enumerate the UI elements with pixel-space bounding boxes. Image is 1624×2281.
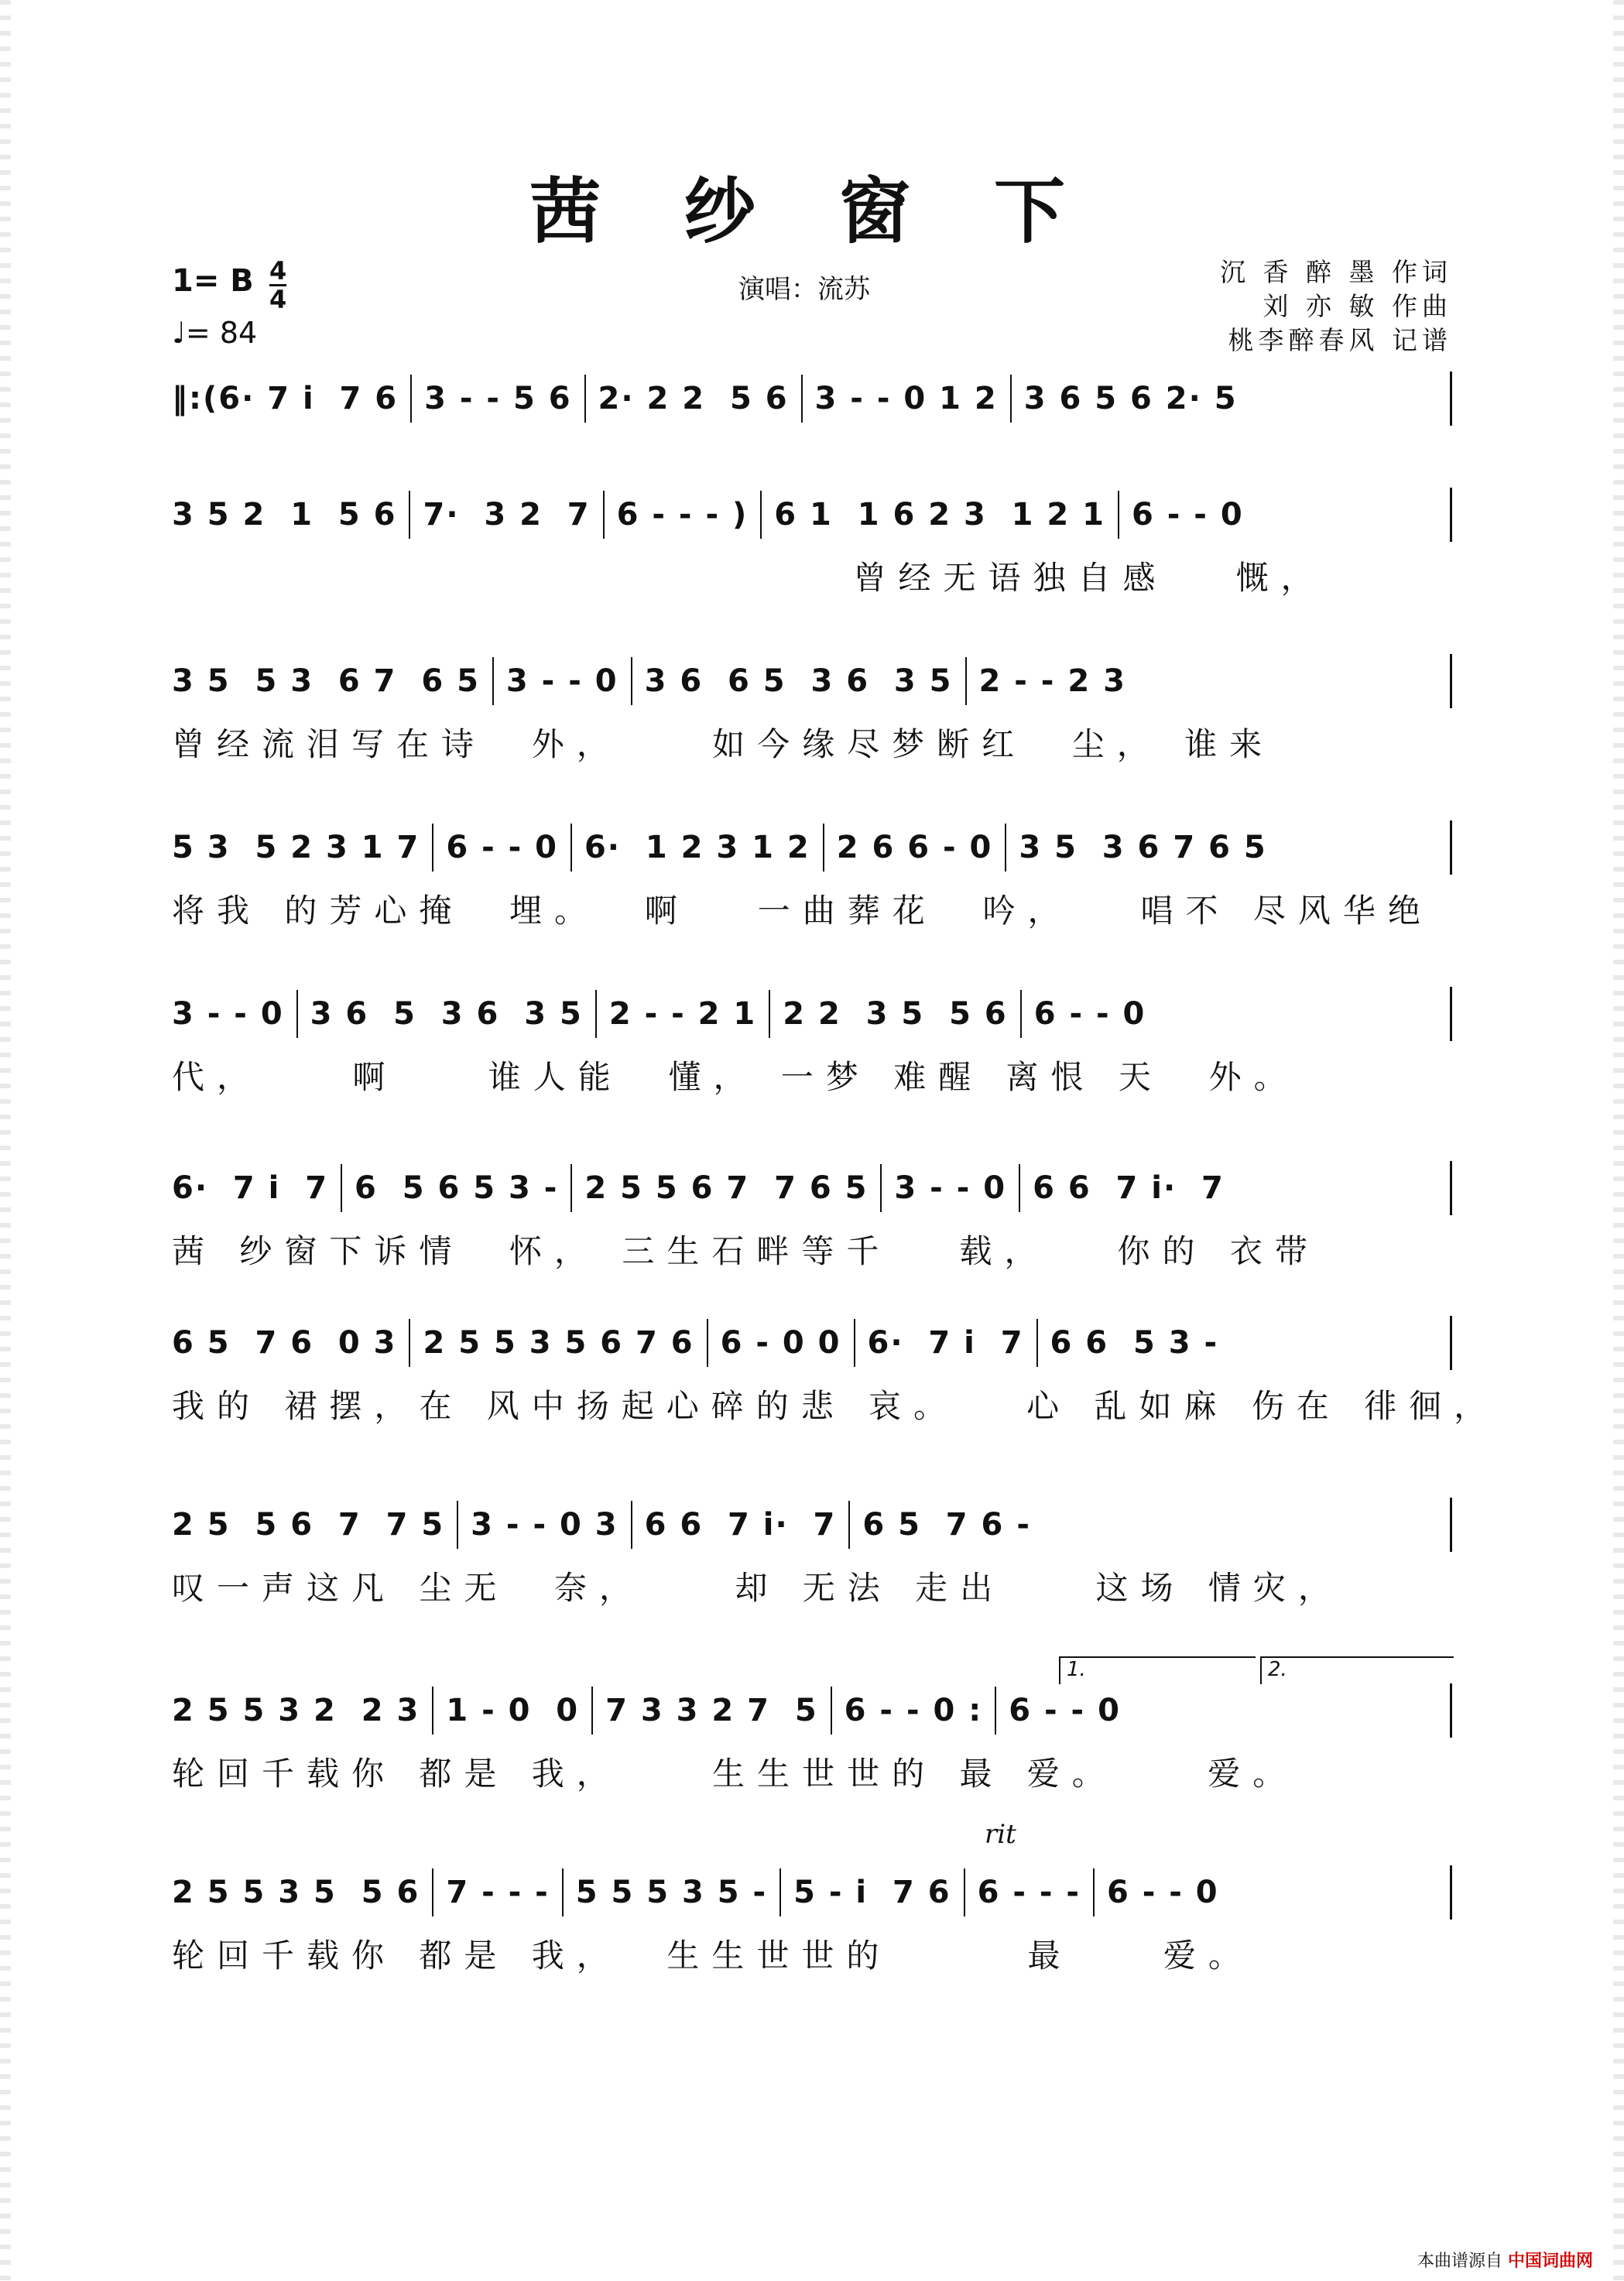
- volta-second-ending: 2.: [1260, 1656, 1454, 1684]
- measure: 6· 7 i 7: [172, 1170, 329, 1206]
- time-signature-bottom: 4: [269, 285, 287, 314]
- bar-line: [1118, 491, 1119, 539]
- measure: 6 - - 0: [1132, 497, 1244, 533]
- lyricist-credit: 沉 香 醉 墨 作词: [1220, 257, 1452, 287]
- measure: 3 - - 0: [172, 996, 284, 1032]
- score-system: [172, 1498, 1452, 1606]
- bar-line: [562, 1868, 564, 1916]
- measure: 3 - - 0: [894, 1170, 1007, 1206]
- lyrics-line: 茜 纱窗下诉情 怀， 三生石畔等千 载， 你的 衣带: [172, 1232, 1320, 1270]
- composer-credit: 刘 亦 敏 作曲: [1263, 291, 1452, 321]
- bar-line: [1005, 824, 1006, 872]
- measure: 3 6 5 3 6 3 5: [310, 996, 583, 1032]
- bar-line: [432, 1687, 433, 1735]
- measure: 6 5 7 6 -: [862, 1507, 1031, 1543]
- measure: 3 6 5 6 2· 5: [1023, 381, 1238, 416]
- measure: 2 - - 2 1: [608, 996, 757, 1032]
- lyrics-line: 轮回千载你 都是 我， 生生世世的 最 爱。: [172, 1937, 1253, 1974]
- score-system: [172, 820, 1452, 929]
- measure: 7 - - -: [446, 1875, 550, 1910]
- score-system: [172, 488, 1452, 596]
- credits-block: [1220, 255, 1452, 358]
- measure: 3 6 6 5 3 6 3 5: [644, 663, 953, 699]
- time-signature-top: 4: [269, 256, 287, 286]
- measure: 2 6 6 - 0: [836, 830, 993, 865]
- bar-line: [1093, 1868, 1095, 1916]
- bar-line: [296, 990, 298, 1038]
- measure: 2 5 5 3 5 6 7 6: [423, 1325, 694, 1361]
- notation-line: [172, 1316, 1452, 1370]
- bar-line: [631, 1501, 632, 1549]
- measure: 3 - - 0 3: [471, 1507, 618, 1543]
- measure: 3 5 2 1 5 6: [172, 497, 397, 533]
- bar-line: [1036, 1319, 1038, 1367]
- score-system: [172, 654, 1452, 762]
- bar-line: [769, 990, 770, 1038]
- lyrics-line: 我的 裙摆，在 风中扬起心碎的悲 哀。 心 乱如麻 伤在 徘徊，: [172, 1387, 1499, 1425]
- bar-line: [409, 1319, 410, 1367]
- volta-first-ending: 1.: [1059, 1656, 1256, 1684]
- measure: 6 6 7 i· 7: [1033, 1170, 1225, 1206]
- measure: 2 2 3 5 5 6: [783, 996, 1008, 1032]
- bar-line: [432, 1868, 433, 1916]
- measure: 3 - - 5 6: [424, 381, 572, 416]
- time-signature: [269, 256, 287, 314]
- measure: 6 - - - ): [616, 497, 749, 533]
- notation-line: [172, 488, 1452, 542]
- bar-line: [603, 491, 605, 539]
- notation-line: [172, 1683, 1452, 1738]
- transcriber-credit: 桃李醉春风 记谱: [1228, 325, 1452, 355]
- measure: 1 - 0 0: [446, 1693, 580, 1728]
- bar-line: [854, 1319, 855, 1367]
- score-system: [172, 1161, 1452, 1269]
- measure: 5 - i 7 6: [793, 1875, 951, 1910]
- bar-line: [570, 824, 572, 872]
- notation-line: [172, 654, 1452, 708]
- measure: 6 - - 0: [1009, 1693, 1121, 1728]
- measure: 5 5 5 3 5 -: [575, 1875, 768, 1910]
- measure: 6 5 7 6 0 3: [172, 1325, 397, 1361]
- measure: 2 5 5 3 5 5 6: [172, 1875, 420, 1910]
- bar-line: [631, 657, 632, 705]
- bar-line: [707, 1319, 708, 1367]
- bar-line: [341, 1164, 342, 1212]
- measure: 6 - 0 0: [720, 1325, 841, 1361]
- bar-line: [591, 1687, 593, 1735]
- tempo-marking: ♩= 84: [172, 316, 258, 350]
- measure: 6 5 6 5 3 -: [355, 1170, 559, 1206]
- lyrics-line: 轮回千载你 都是 我， 生生世世的 最 爱。 爱。: [172, 1755, 1298, 1793]
- measure: 3 - - 0 1 2: [814, 381, 998, 416]
- measure: 6· 7 i 7: [867, 1325, 1024, 1361]
- notation-line: [172, 1498, 1452, 1552]
- footer-site-name: 中国词曲网: [1507, 2252, 1593, 2271]
- measure: 6 - - 0: [1106, 1875, 1219, 1910]
- notation-line: [172, 1865, 1452, 1920]
- notation-line: [172, 372, 1452, 426]
- measure: 7· 3 2 7: [423, 497, 591, 533]
- lyrics-line: 叹一声这凡 尘无 奈， 却 无法 走出 这场 情灾，: [172, 1569, 1343, 1607]
- notation-line: [172, 820, 1452, 875]
- bar-line: [801, 375, 803, 423]
- measure: 6 - - -: [977, 1875, 1081, 1910]
- score-system: [172, 372, 1452, 480]
- page-title: 茜 纱 窗 下: [529, 170, 1095, 253]
- measure: 6 1 1 6 2 3 1 2 1: [774, 497, 1106, 533]
- measure: 3 5 3 6 7 6 5: [1019, 830, 1267, 865]
- bar-line: [492, 657, 494, 705]
- score-system: [172, 1683, 1452, 1792]
- measure: 3 - - 0: [505, 663, 618, 699]
- bar-line: [965, 657, 967, 705]
- bar-line: [760, 491, 762, 539]
- bar-line: [570, 1164, 572, 1212]
- measure: 2 5 5 6 7 7 6 5: [584, 1170, 869, 1206]
- notation-line: [172, 987, 1452, 1041]
- measure: 2 5 5 6 7 7 5: [172, 1507, 445, 1543]
- score-system: [172, 1316, 1499, 1425]
- notation-line: [172, 1161, 1452, 1215]
- key-signature: 1= B: [172, 263, 254, 299]
- bar-line: [848, 1501, 850, 1549]
- lyrics-line: [172, 437, 1452, 480]
- measure: 2 5 5 3 2 2 3: [172, 1693, 420, 1728]
- measure: 6· 1 2 3 1 2: [584, 830, 810, 865]
- bar-line: [831, 1687, 832, 1735]
- measure: 6 - - 0 :: [844, 1693, 983, 1728]
- lyrics-line: 代， 啊 谁人能 懂， 一梦 难醒 离恨 天 外。: [172, 1058, 1299, 1096]
- measure: ‖:(6· 7 i 7 6: [172, 381, 399, 416]
- footer-source: [1417, 2248, 1593, 2272]
- measure: 7 3 3 2 7 5: [605, 1693, 818, 1728]
- bar-line: [995, 1687, 996, 1735]
- measure: 6 6 7 i· 7: [644, 1507, 837, 1543]
- bar-line: [410, 375, 412, 423]
- measure: 3 5 5 3 6 7 6 5: [172, 663, 480, 699]
- bar-line: [779, 1868, 781, 1916]
- measure: 5 3 5 2 3 1 7: [172, 830, 420, 865]
- bar-line: [880, 1164, 882, 1212]
- singer-credit: 演唱：流苏: [738, 274, 870, 305]
- bar-line: [409, 491, 410, 539]
- measure: 6 6 5 3 -: [1050, 1325, 1219, 1361]
- bar-line: [595, 990, 597, 1038]
- bar-line: [432, 824, 433, 872]
- bar-line: [964, 1868, 965, 1916]
- score-system: [172, 987, 1452, 1095]
- measure: 6 - - 0: [446, 830, 558, 865]
- bar-line: [457, 1501, 458, 1549]
- bar-line: [1020, 990, 1022, 1038]
- lyrics-line: 曾经无语独自感 慨，: [172, 559, 1326, 597]
- score-system: [172, 1865, 1452, 1974]
- measure: 2· 2 2 5 6: [598, 381, 789, 416]
- bar-line: [1010, 375, 1012, 423]
- measure: 6 - - 0: [1033, 996, 1146, 1032]
- bar-line: [1019, 1164, 1020, 1212]
- lyrics-line: 将我 的芳心掩 埋。 啊 一曲葬花 吟， 唱不 尽风华绝: [172, 892, 1433, 930]
- bar-line: [584, 375, 586, 423]
- lyrics-line: 曾经流泪写在诗 外， 如今缘尽梦断红 尘， 谁来: [172, 725, 1275, 763]
- ritardando-marking: rit: [985, 1819, 1016, 1850]
- left-watermark-strip: [0, 0, 11, 2281]
- right-watermark-strip: [1613, 0, 1624, 2281]
- bar-line: [823, 824, 824, 872]
- measure: 2 - - 2 3: [978, 663, 1126, 699]
- footer-source-label: 本曲谱源自: [1417, 2252, 1502, 2271]
